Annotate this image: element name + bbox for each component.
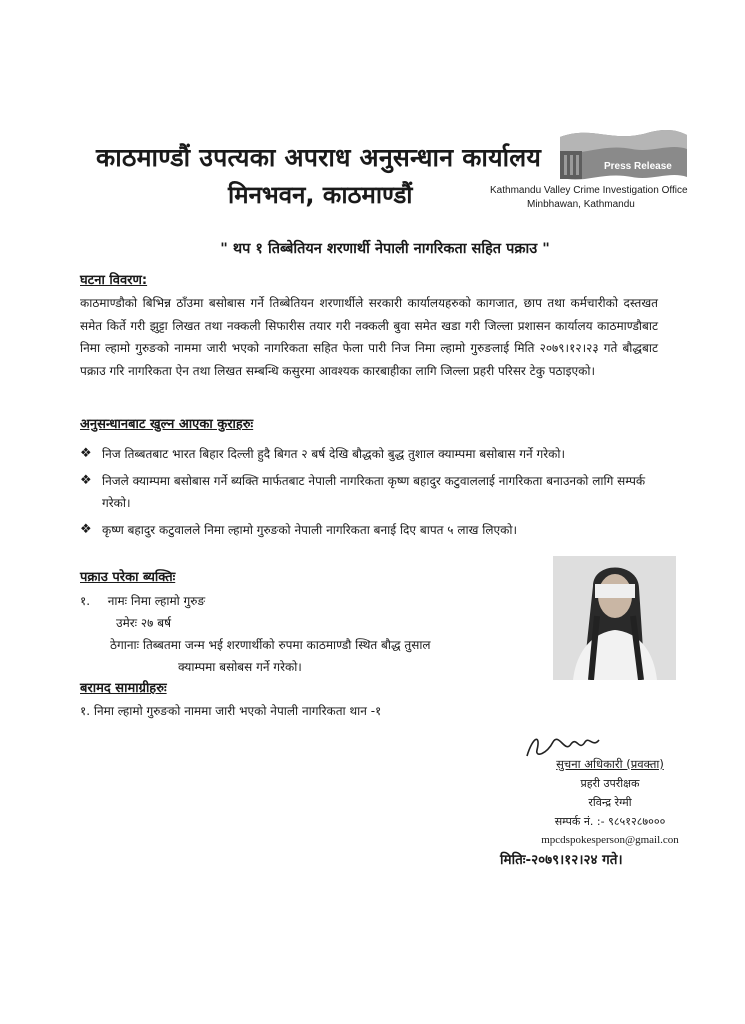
press-release-logo <box>552 125 692 187</box>
signatory-contact: सम्पर्क नं. :- ९८५१२८७००० <box>554 815 666 828</box>
arrested-name-row: १. नामः निमा ल्हामो गुरुङ <box>80 594 206 608</box>
office-location: मिनभवन, काठमाण्डौं <box>228 181 413 209</box>
list-item: ❖ कृष्ण बहादुर कटुवालले निमा ल्हामो गुरुङको नेपाली नागरिकता बनाई दिए बापत ५ लाख लिएको। <box>80 519 660 542</box>
office-english-line2: Minbhawan, Kathmandu <box>527 199 635 210</box>
arrested-heading: पक्राउ परेका ब्यक्तिः <box>80 570 176 585</box>
arrested-age-row: उमेरः २७ बर्ष <box>116 616 172 630</box>
signatory-name: रविन्द्र रेग्मी <box>588 796 632 809</box>
office-title: काठमाण्डौं उपत्यका अपराध अनुसन्धान कार्यालय <box>96 143 542 172</box>
arrested-person-photo <box>553 556 676 680</box>
seized-item: १. निमा ल्हामो गुरुङको नाममा जारी भएको नेपाली नागरिकता थान -१ <box>80 704 382 718</box>
incident-paragraph: काठमाण्डौको बिभिन्न ठाँउमा बसोबास गर्ने तिब्बेतियन शरणार्थीले सरकारी कार्यालयहरुको कागजात, छाप तथा कर्मचारीको दस्तखत समेत किर्ते गरी झुट्टा लिखत तथा नक्कली सिफारीस तयार गरी नक्कली बुवा समेत खडा गरी जिल्ला प्रशासन कार्यालय काठमाण्डौबाट निमा ल्हामो गुरुङको नाममा जारी भएको नागरिकता सहित फेला पारी निज निमा ल्हामो गुरुङलाई मिति २०७९।१२।२३ गते बौद्धबाट पक्राउ गरि नागरिकता ऐन तथा लिखत सम्बन्धि कसुरमा आवश्यक कारबाहीका लागि जिल्ला प्रहरी परिसर टेकु पठाइएको। <box>80 296 658 378</box>
logo-label: Press Release <box>604 161 672 172</box>
office-english-name <box>490 184 710 212</box>
findings-heading: अनुसन्धानबाट खुल्न आएका कुराहरुः <box>80 417 254 432</box>
arrested-address-row-2: क्याम्पमा बसोबस गर्ने गरेको। <box>178 660 302 674</box>
seized-heading: बरामद सामाग्रीहरुः <box>80 681 167 696</box>
list-item: ❖ निजले क्याम्पमा बसोबास गर्ने ब्यक्ति मार्फतबाट नेपाली नागरिकता कृष्ण बहादुर कटुवाललाई नागरिकता बनाउनको लागि सम्पर्क गरेको। <box>80 470 660 515</box>
list-item: ❖ निज तिब्बतबाट भारत बिहार दिल्ली हुदै बिगत २ बर्ष देखि बौद्धको बुद्ध तुशाल क्याम्पमा बसोबास गर्ने गरेको। <box>80 443 660 466</box>
diamond-bullet-icon: ❖ <box>80 446 92 461</box>
incident-heading: घटना विवरण: <box>80 273 148 288</box>
diamond-bullet-icon: ❖ <box>80 472 92 488</box>
diamond-bullet-icon: ❖ <box>80 521 92 537</box>
findings-list <box>80 443 660 545</box>
arrested-address-row: ठेगानाः तिब्बतमा जन्म भई शरणार्थीको रुपमा काठमाण्डौ स्थित बौद्ध तुसाल <box>110 638 431 652</box>
press-headline: " थप १ तिब्बेतियन शरणार्थी नेपाली नागरिकता सहित पक्राउ " <box>220 241 550 257</box>
signatory-email: mpcdspokesperson@gmail.con <box>541 834 679 846</box>
release-date: मितिः-२०७९।१२।२४ गते। <box>500 852 623 868</box>
signatory-rank: प्रहरी उपरीक्षक <box>580 777 640 790</box>
signatory-block <box>510 755 710 850</box>
signatory-title: सुचना अधिकारी (प्रवक्ता) <box>556 757 664 771</box>
office-english-line1: Kathmandu Valley Crime Investigation Office <box>490 185 688 196</box>
arrested-details <box>80 590 520 678</box>
